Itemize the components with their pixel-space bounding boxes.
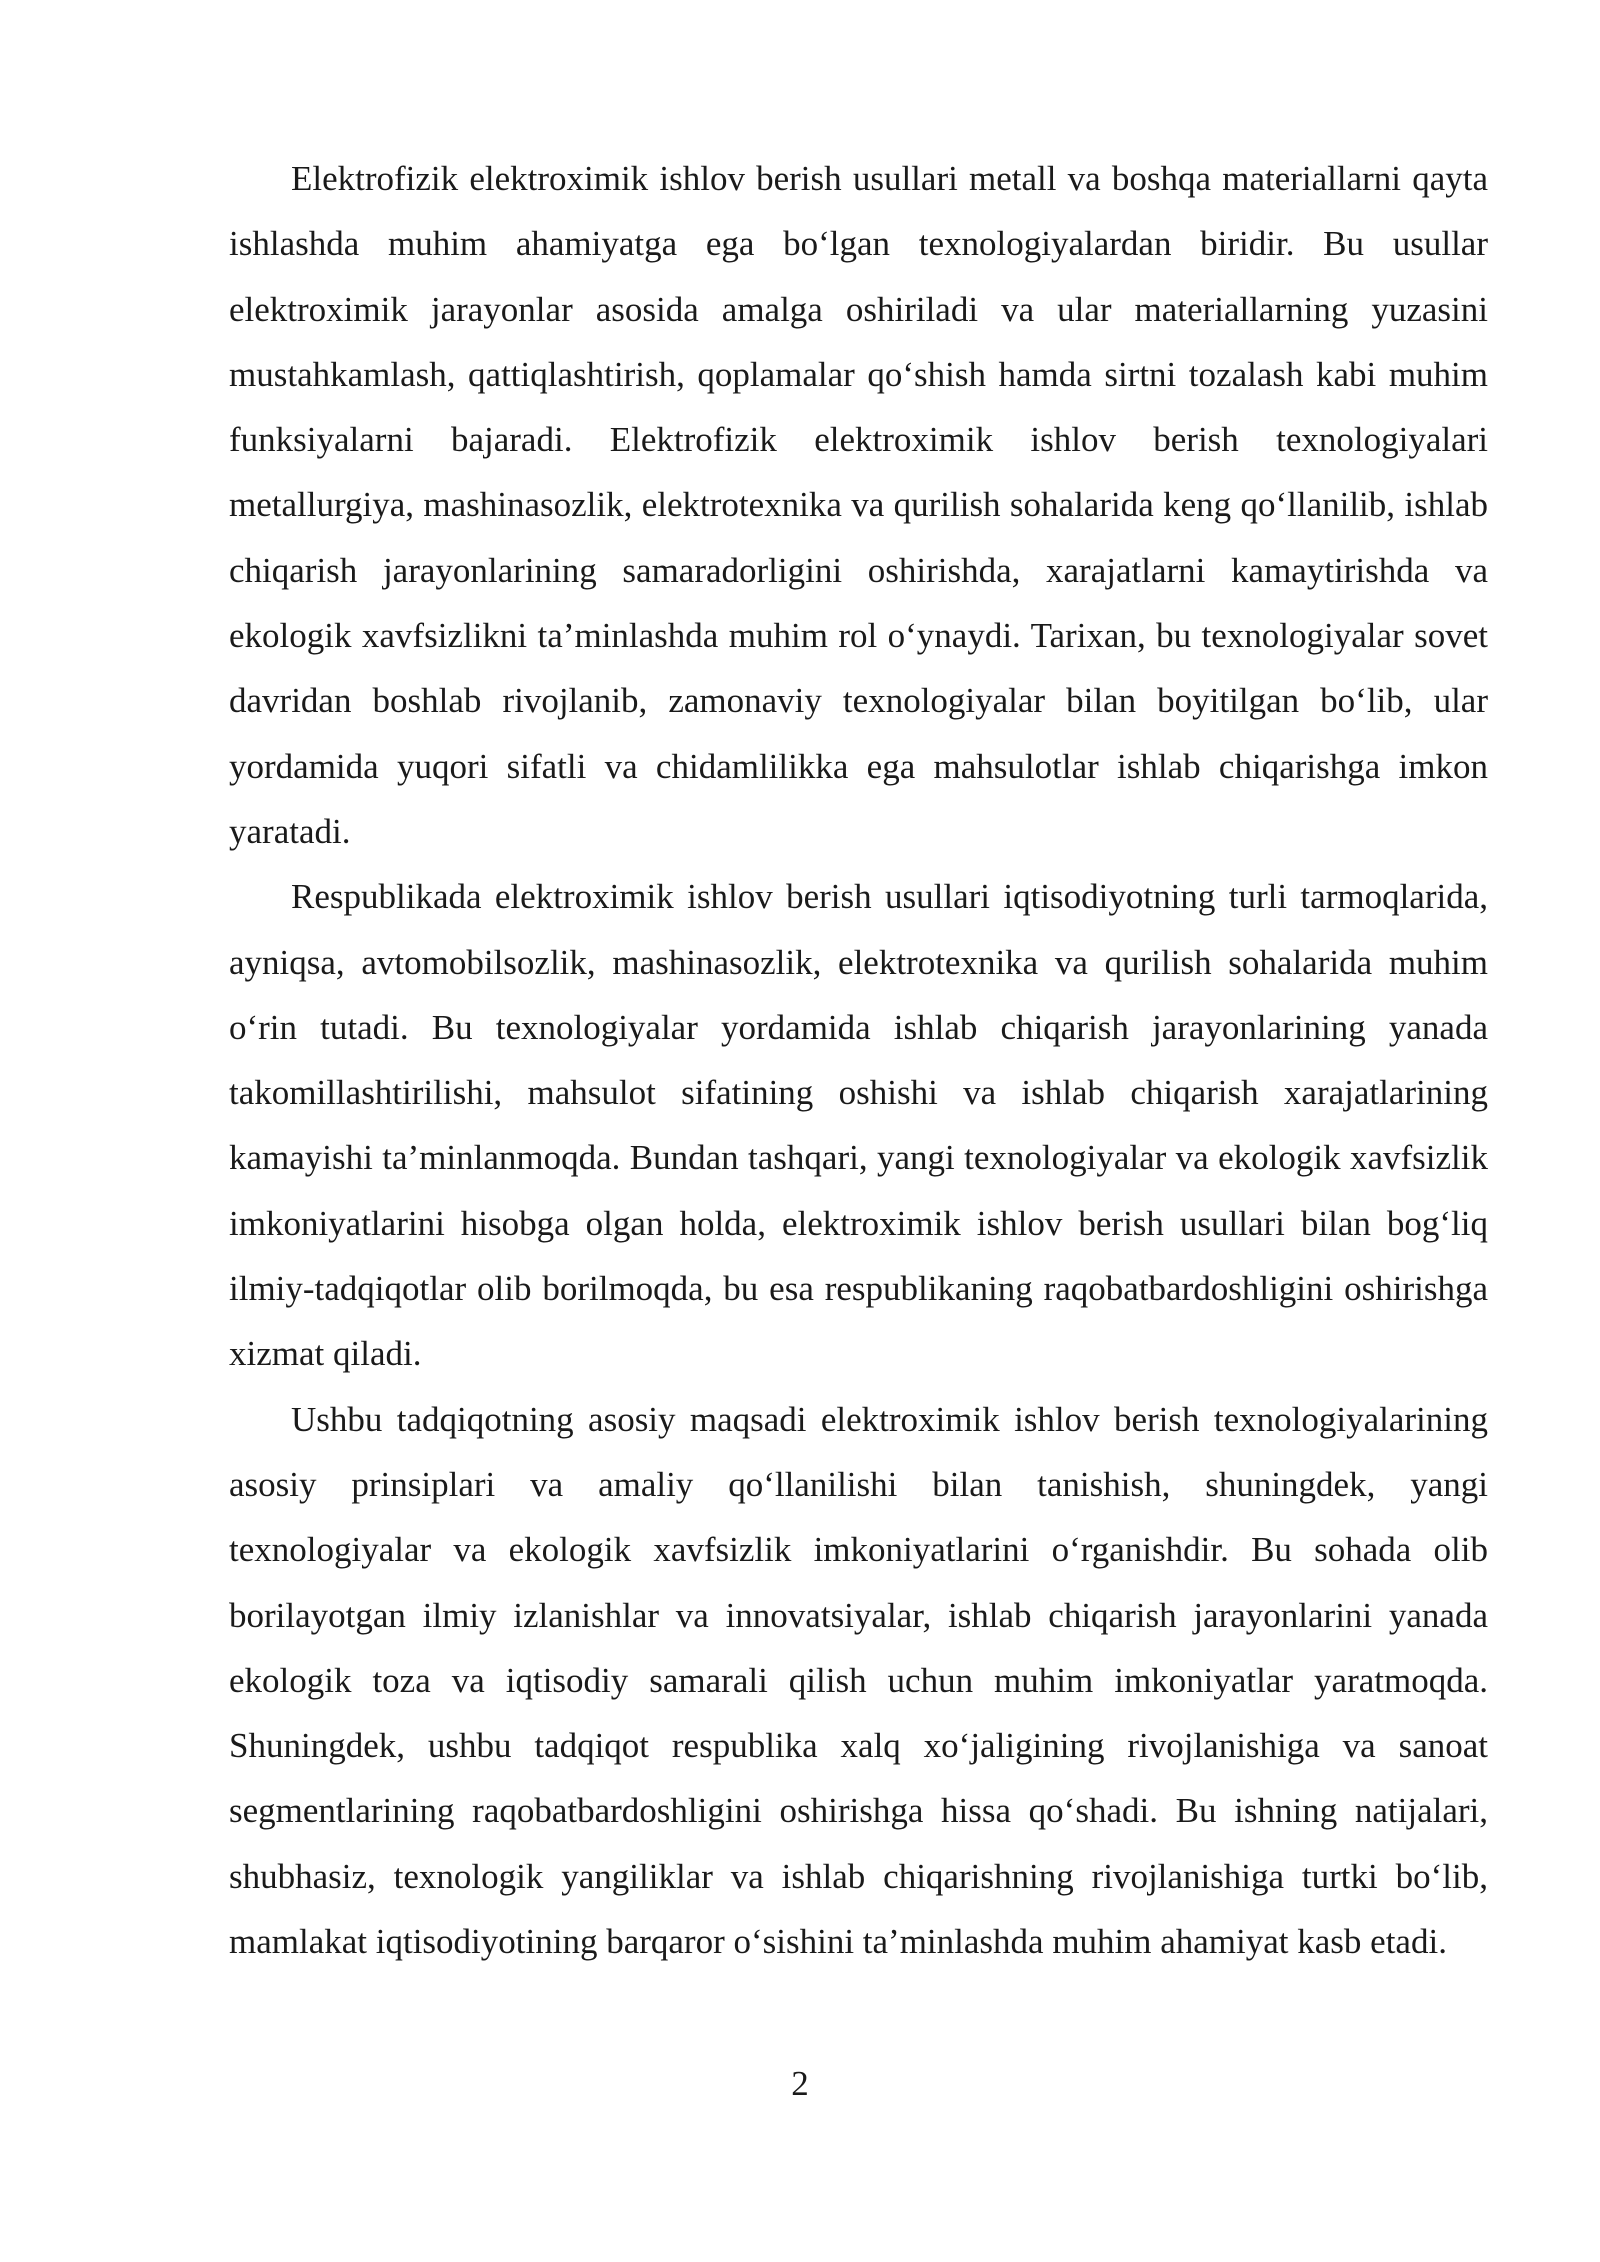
paragraph-introduction: Elektrofizik elektroximik ishlov berish usullari metall va boshqa materiallarni qayta ishlashda muhim ahamiyatga ega bo‘lgan texnologiyalardan biridir. Bu usullar elektroximik jarayonlar asosida amalga oshiriladi va ular materiallarning yuzasini mustahkamlash, qattiqlashtirish, qoplamalar qo‘shish hamda sirtni tozalash kabi muhim funksiyalarni bajaradi. Elektrofizik elektroximik ishlov berish texnologiyalari metallurgiya, mashinasozlik, elektrotexnika va qurilish sohalarida keng qo‘llanilib, ishlab chiqarish jarayonlarining samaradorligini oshirishda, xarajatlarni kamaytirishda va ekologik xavfsizlikni ta’minlashda muhim rol o‘ynaydi. Tarixan, bu texnologiyalar sovet davridan boshlab rivojlanib, zamonaviy texnologiyalar bilan boyitilgan bo‘lib, ular yordamida yuqori sifatli va chidamlilikka ega mahsulotlar ishlab chiqarishga imkon yaratadi. [229,159,1488,851]
body-text [229,146,1488,1974]
paragraph-republic-usage: Respublikada elektroximik ishlov berish usullari iqtisodiyotning turli tarmoqlarida, ayniqsa, avtomobilsozlik, mashinasozlik, elektrotexnika va qurilish sohalarida muhim o‘rin tutadi. Bu texnologiyalar yordamida ishlab chiqarish jarayonlarining yanada takomillashtirilishi, mahsulot sifatining oshishi va ishlab chiqarish xarajatlarining kamayishi ta’minlanmoqda. Bundan tashqari, yangi texnologiyalar va ekologik xavfsizlik imkoniyatlarini hisobga olgan holda, elektroximik ishlov berish usullari bilan bog‘liq ilmiy-tadqiqotlar olib borilmoqda, bu esa respublikaning raqobatbardoshligini oshirishga xizmat qiladi. [229,877,1488,1374]
paragraph-research-goal: Ushbu tadqiqotning asosiy maqsadi elektroximik ishlov berish texnologiyalarining asosiy prinsiplari va amaliy qo‘llanilishi bilan tanishish, shuningdek, yangi texnologiyalar va ekologik xavfsizlik imkoniyatlarini o‘rganishdir. Bu sohada olib borilayotgan ilmiy izlanishlar va innovatsiyalar, ishlab chiqarish jarayonlarini yanada ekologik toza va iqtisodiy samarali qilish uchun muhim imkoniyatlar yaratmoqda. Shuningdek, ushbu tadqiqot respublika xalq xo‘jaligining rivojlanishiga va sanoat segmentlarining raqobatbardoshligini oshirishga hissa qo‘shadi. Bu ishning natijalari, shubhasiz, texnologik yangiliklar va ishlab chiqarishning rivojlanishiga turtki bo‘lib, mamlakat iqtisodiyotining barqaror o‘sishini ta’minlashda muhim ahamiyat kasb etadi. [229,1399,1488,1962]
page-number: 2 [791,2064,809,2103]
